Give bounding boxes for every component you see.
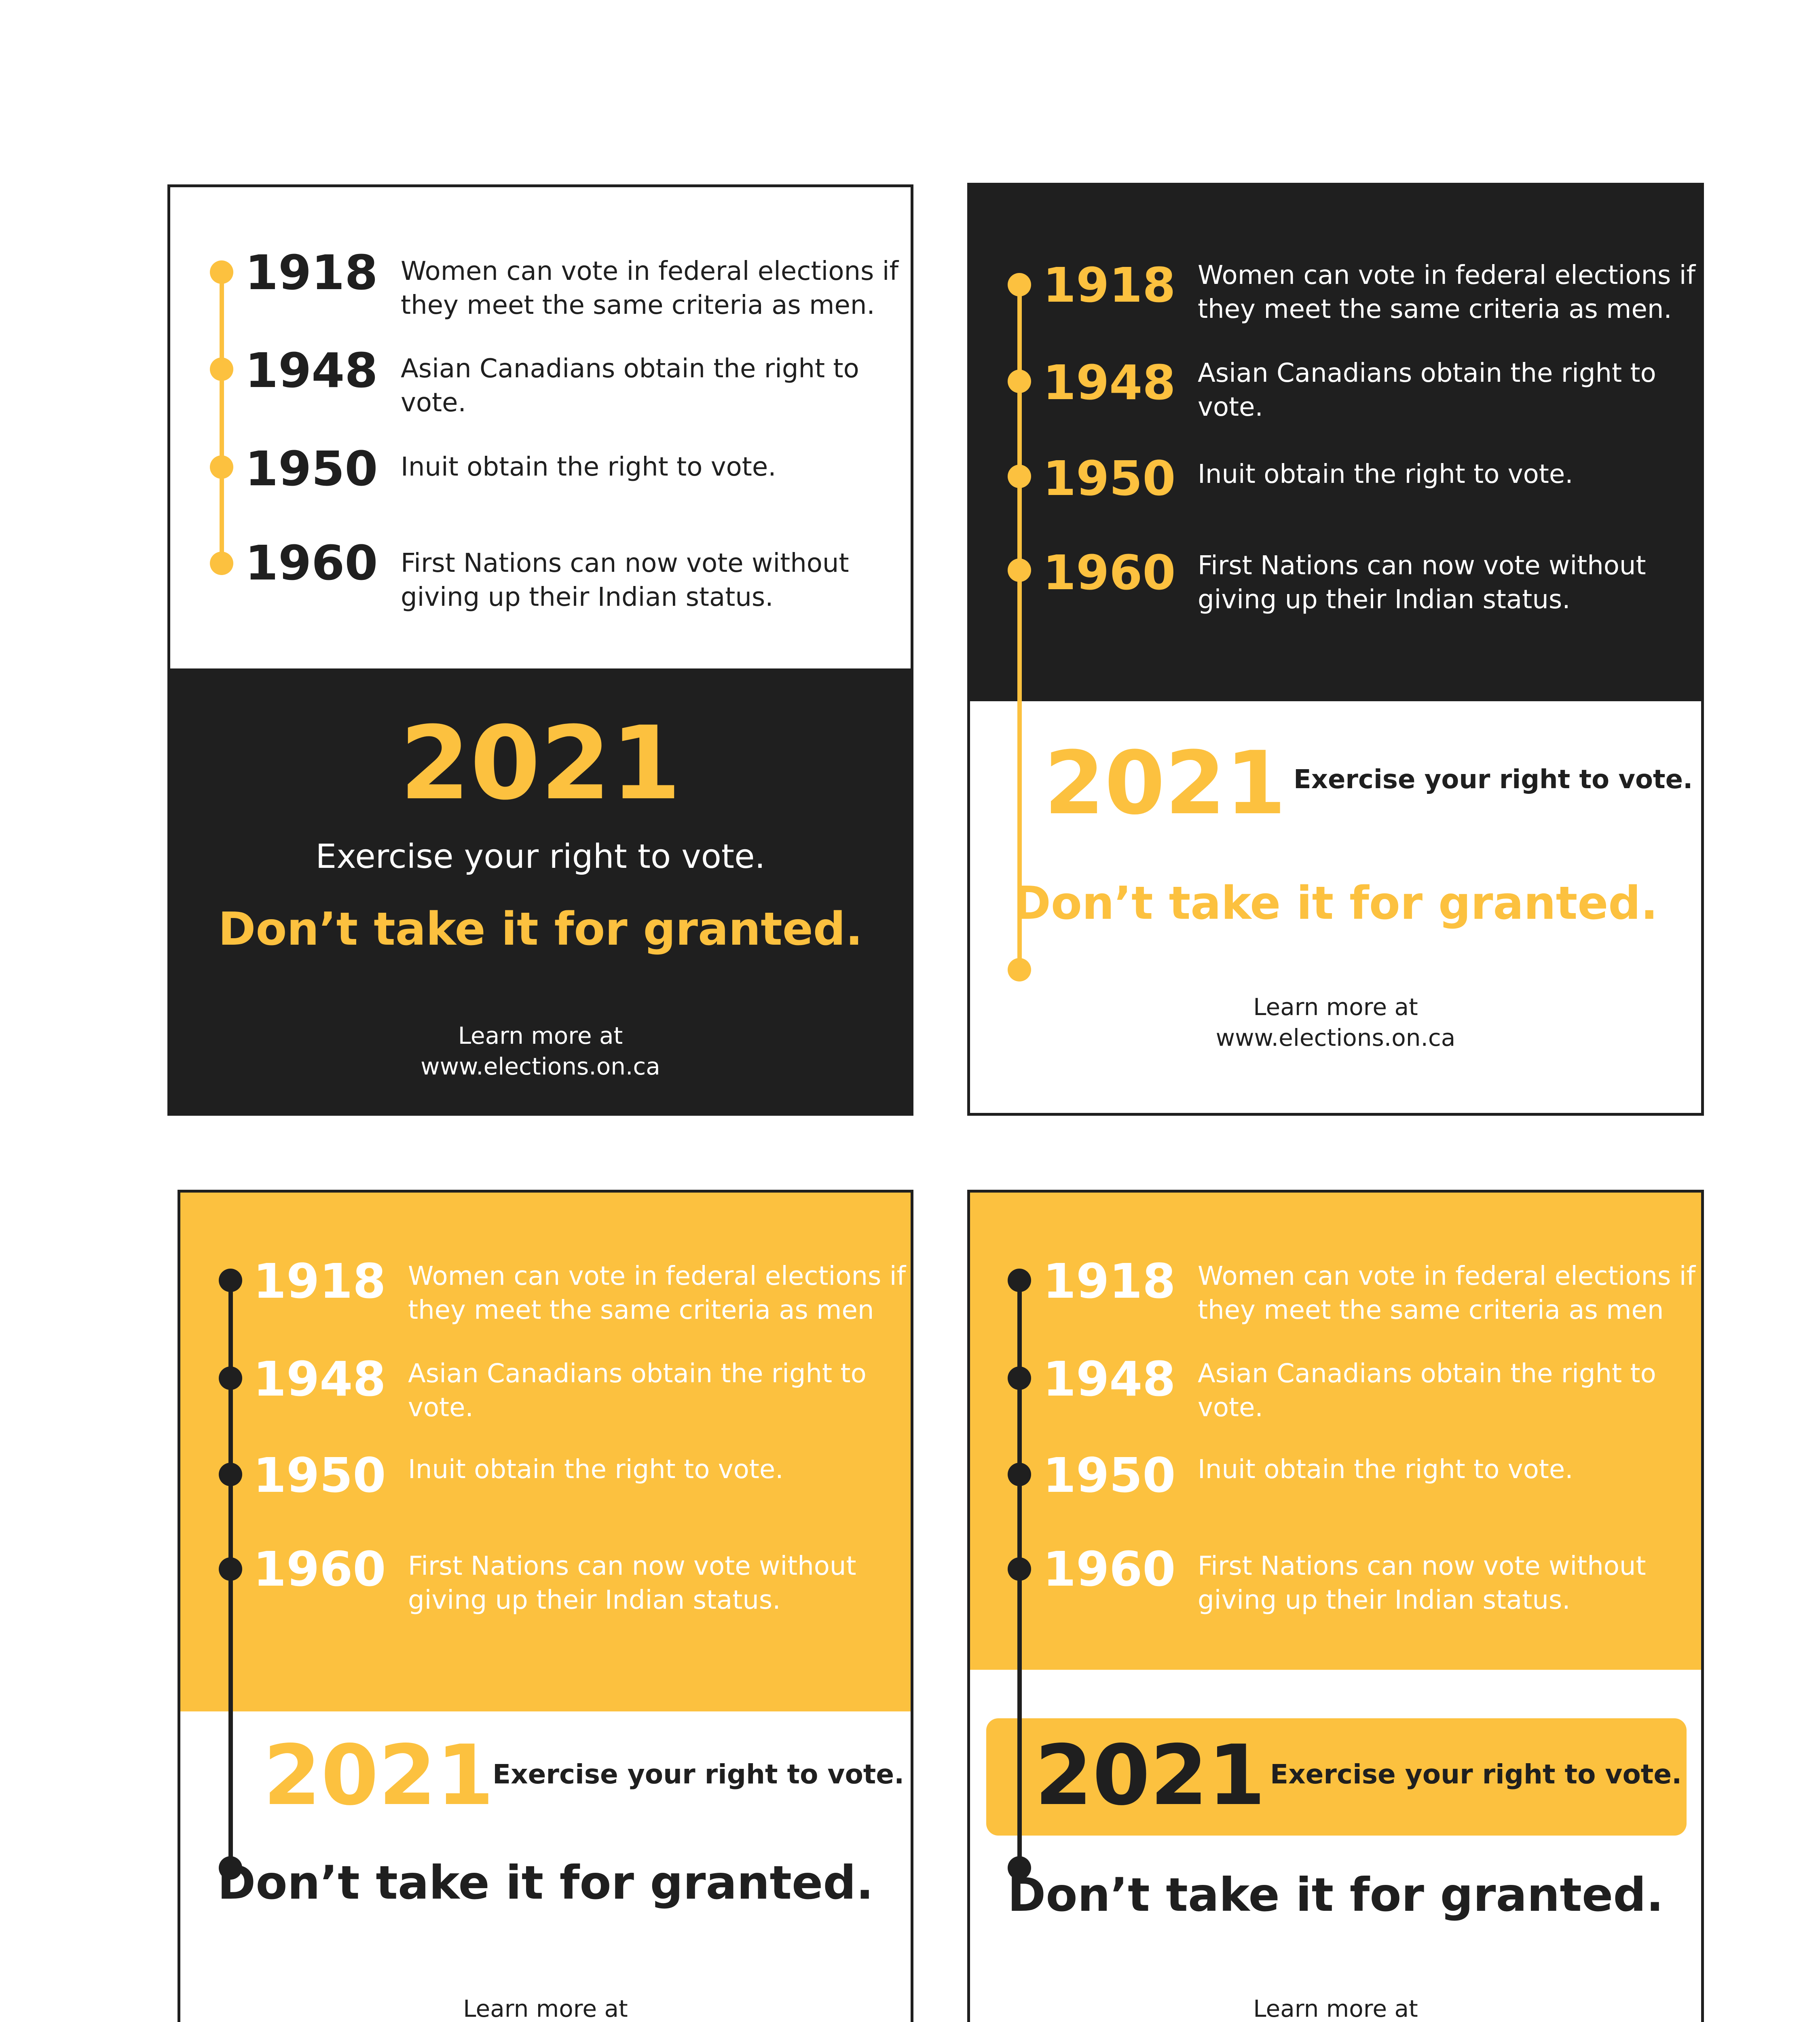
event-text: Women can vote in federal elections if they meet the same criteria as men. bbox=[401, 256, 899, 320]
event-year: 1950 bbox=[1043, 1447, 1176, 1503]
event-text: Women can vote in federal elections if they meet the same criteria as men bbox=[408, 1261, 906, 1325]
event-year: 1950 bbox=[245, 441, 378, 497]
event-year: 1948 bbox=[245, 343, 378, 398]
tagline: Don’t take it for granted. bbox=[1013, 877, 1658, 930]
timeline-dot bbox=[1008, 1366, 1031, 1390]
learn-more-label: Learn more at bbox=[458, 1022, 623, 1049]
event-text: First Nations can now vote without giving up their Indian status. bbox=[1198, 551, 1646, 615]
event-text: First Nations can now vote without giving up their Indian status. bbox=[408, 1551, 856, 1615]
poster-4 bbox=[967, 1190, 1704, 2022]
timeline-dot bbox=[1008, 1463, 1031, 1486]
event-year: 1948 bbox=[1043, 355, 1176, 410]
exercise-text: Exercise your right to vote. bbox=[1270, 1759, 1682, 1790]
event-year: 1918 bbox=[1043, 257, 1176, 313]
event-text: Asian Canadians obtain the right to vote. bbox=[1198, 1359, 1656, 1423]
timeline-dot-2021 bbox=[1008, 958, 1031, 981]
event-text: First Nations can now vote without giving up their Indian status. bbox=[401, 548, 849, 612]
event-year: 1950 bbox=[253, 1447, 386, 1503]
website-link[interactable]: www.elections.on.ca bbox=[421, 1053, 660, 1080]
event-year: 1960 bbox=[253, 1541, 386, 1597]
timeline-line bbox=[220, 272, 224, 563]
website-link[interactable]: www.elections.on.ca bbox=[1215, 1024, 1456, 1051]
poster-2 bbox=[967, 183, 1704, 1116]
event-year: 1918 bbox=[1043, 1253, 1176, 1309]
timeline-dot bbox=[210, 455, 233, 479]
event-text: Women can vote in federal elections if they meet the same criteria as men bbox=[1198, 1261, 1696, 1325]
timeline-dot bbox=[1008, 465, 1031, 488]
learn-more bbox=[970, 1993, 1701, 2022]
timeline-dot bbox=[219, 1463, 242, 1486]
tagline: Don’t take it for granted. bbox=[1007, 1868, 1664, 1922]
tagline: Don’t take it for granted. bbox=[217, 1856, 874, 1910]
learn-more-label: Learn more at bbox=[1253, 993, 1418, 1021]
exercise-text: Exercise your right to vote. bbox=[493, 1759, 905, 1790]
exercise-text: Exercise your right to vote. bbox=[1294, 765, 1693, 795]
event-year: 1960 bbox=[1043, 1541, 1176, 1597]
highlight-year: 2021 bbox=[400, 704, 681, 822]
learn-more-label: Learn more at bbox=[1253, 1995, 1418, 2022]
timeline-dot bbox=[210, 260, 233, 284]
event-year: 1960 bbox=[1043, 545, 1176, 601]
event-text: Asian Canadians obtain the right to vote. bbox=[1198, 358, 1656, 422]
learn-more-label: Learn more at bbox=[463, 1995, 628, 2022]
event-year: 1948 bbox=[253, 1351, 386, 1407]
event-text: Inuit obtain the right to vote. bbox=[1198, 459, 1573, 489]
event-text: Asian Canadians obtain the right to vote. bbox=[408, 1359, 867, 1423]
timeline-dot bbox=[219, 1557, 242, 1581]
poster-1 bbox=[167, 184, 913, 1116]
event-text: Inuit obtain the right to vote. bbox=[401, 452, 776, 482]
timeline-dot bbox=[210, 552, 233, 575]
event-year: 1918 bbox=[245, 245, 378, 300]
timeline-dot bbox=[1008, 273, 1031, 296]
exercise-text: Exercise your right to vote. bbox=[315, 838, 765, 876]
event-text: First Nations can now vote without giving up their Indian status. bbox=[1198, 1551, 1646, 1615]
timeline-dot bbox=[1008, 1269, 1031, 1292]
event-text: Inuit obtain the right to vote. bbox=[1198, 1455, 1573, 1485]
highlight-year: 2021 bbox=[1035, 1728, 1266, 1824]
learn-more bbox=[970, 992, 1701, 1053]
poster-3 bbox=[178, 1190, 913, 2022]
event-text: Women can vote in federal elections if they meet the same criteria as men. bbox=[1198, 260, 1696, 324]
timeline-dot bbox=[210, 357, 233, 381]
event-year: 1950 bbox=[1043, 451, 1176, 506]
learn-more bbox=[180, 1993, 911, 2022]
event-text: Asian Canadians obtain the right to vote. bbox=[401, 354, 859, 418]
event-year: 1960 bbox=[245, 535, 378, 591]
timeline-dot bbox=[219, 1366, 242, 1390]
highlight-year: 2021 bbox=[1044, 732, 1286, 834]
event-text: Inuit obtain the right to vote. bbox=[408, 1455, 784, 1485]
timeline-dot bbox=[219, 1269, 242, 1292]
event-year: 1948 bbox=[1043, 1351, 1176, 1407]
timeline-dot bbox=[1008, 1557, 1031, 1581]
highlight-year: 2021 bbox=[263, 1728, 494, 1824]
learn-more bbox=[170, 1020, 911, 1082]
timeline-dot bbox=[1008, 370, 1031, 393]
timeline-dot bbox=[1008, 558, 1031, 582]
event-year: 1918 bbox=[253, 1253, 386, 1309]
tagline: Don’t take it for granted. bbox=[218, 903, 863, 956]
